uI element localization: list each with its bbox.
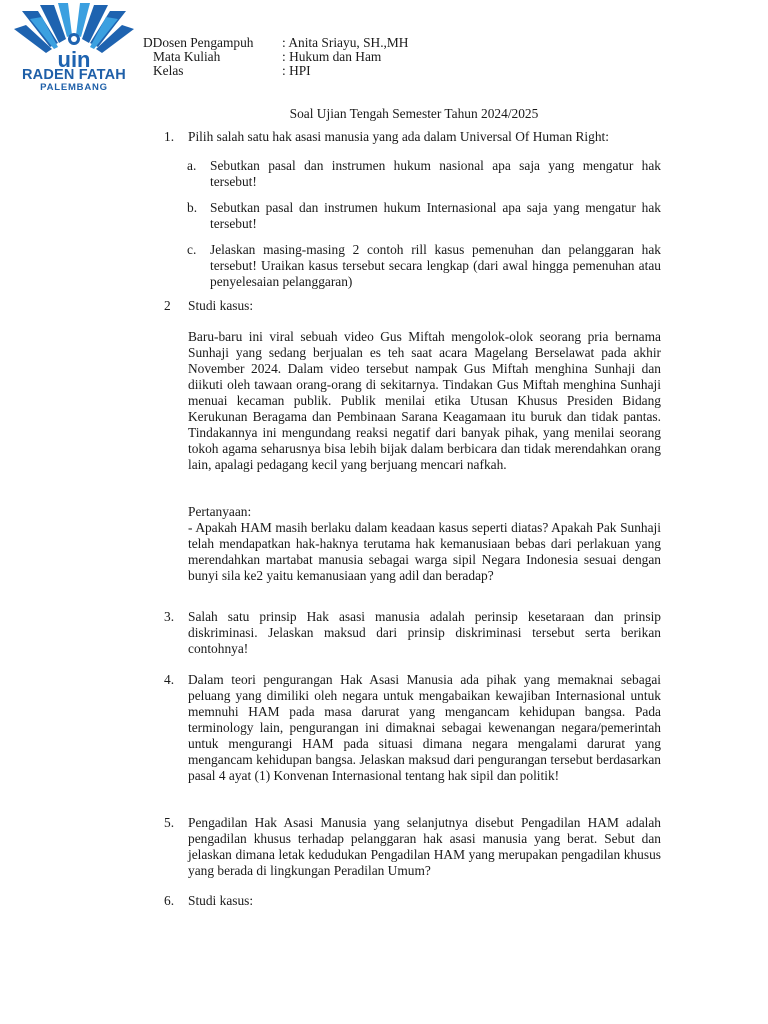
university-logo — [12, 3, 136, 95]
question-2 — [164, 298, 661, 314]
subquestion-label: b. — [187, 200, 198, 215]
subquestion-c — [187, 242, 661, 290]
question-number: 6. — [164, 893, 175, 908]
header-row-course — [143, 50, 408, 64]
uin-emblem-icon — [12, 3, 136, 69]
lecturer-value: : Anita Sriayu, SH.,MH — [282, 35, 409, 50]
question-text: Pengadilan Hak Asasi Manusia yang selanjutnya disebut Pengadilan HAM adalah pengadilan khusus terhadap pelanggaran hak asasi manusia yang berat. Sebut dan jelaskan dimana letak kedudukan Pengadilan HAM yang merupakan pengadilan khusus yang berada di lingkungan Peradilan Umum? — [188, 815, 661, 878]
page-title: Soal Ujian Tengah Semester Tahun 2024/2025 — [289, 106, 539, 121]
subquestion-text: Sebutkan pasal dan instrumen hukum Internasional apa saja yang mengatur hak tersebut! — [210, 200, 661, 231]
question-text: Salah satu prinsip Hak asasi manusia adalah perinsip kesetaraan dan prinsip diskriminasi. Jelaskan maksud dari prinsip diskriminasi tersebut serta berikan contohnya! — [188, 609, 661, 656]
question-5 — [164, 815, 661, 879]
subquestion-text: Sebutkan pasal dan instrumen hukum nasional apa saja yang mengatur hak tersebut! — [210, 158, 661, 189]
case-study-text: Baru-baru ini viral sebuah video Gus Miftah mengolok-olok seorang pria bernama Sunhaji yang sedang berjualan es teh saat acara Magelang Berselawat pada akhir November 2024. Dalam video tersebut nampak Gus Miftah menghina Sunhaji dan diikuti oleh tawaan orang-orang di sekitarnya. Tindakan Gus Miftah menghina Sunhaji menuai kecaman publik. Publik menilai etika Utusan Khusus Presiden Bidang Kerukunan Beragama dan Pembinaan Sarana Keagamaan itu buruk dan tidak pantas. Tindakannya ini mengundang reaksi negatif dari banyak pihak, yang menilai seorang tokoh agama seharusnya bisa lebih bijak dalam berbicara dan tidak merendahkan orang lain, apalagi pedagang kecil yang berjuang mencari nafkah. — [188, 329, 661, 472]
subquestion-a — [187, 158, 661, 190]
question-text: Dalam teori pengurangan Hak Asasi Manusia ada pihak yang memaknai sebagai peluang yang dimiliki oleh negara untuk mengabaikan kewajiban Internasional untuk memnuhi HAM pada masa darurat yang mengancam kehidupan bangsa. Pada terminology lain, pengurangan ini dimaknai sebagai kewenangan negara/pemerintah untuk mengurangi HAM pada situasi dimana negara mengalami darurat yang mengancam kehidupan bangsa. Jelaskan maksud dari pengurangan tersebut berdasarkan pasal 4 ayat (1) Konvenan Internasional tentang hak sipil dan politik! — [188, 672, 661, 783]
logo-line1: RADEN FATAH — [22, 67, 126, 83]
subquestion-b — [187, 200, 661, 232]
subquestion-label: c. — [187, 242, 197, 257]
question-number: 3. — [164, 609, 175, 624]
header-row-lecturer — [143, 36, 408, 50]
question-number: 4. — [164, 672, 175, 687]
logo-line2: PALEMBANG — [40, 82, 108, 93]
emblem-text: uin — [57, 47, 91, 69]
question-label: Pertanyaan: — [188, 504, 252, 519]
question-4 — [164, 672, 661, 784]
header-row-class — [143, 64, 408, 78]
question-text: Studi kasus: — [188, 298, 254, 313]
question-number: 1. — [164, 129, 175, 144]
question-text: Studi kasus: — [188, 893, 254, 908]
question-3 — [164, 609, 661, 657]
question-number: 5. — [164, 815, 175, 830]
class-value: : HPI — [282, 63, 311, 78]
case-question-text: - Apakah HAM masih berlaku dalam keadaan kasus seperti diatas? Apakah Pak Sunhaji telah mendapatkan hak-haknya terutama hak kemanusiaan bebas dari perlakuan yang merendahkan martabat manusia sebagai warga sipil Negara Indonesia sesuai dengan bunyi sila ke2 yaitu kemanusiaan yang adil dan beradap? — [188, 520, 661, 583]
lecturer-label: DDosen Pengampuh — [143, 35, 254, 50]
question-1 — [164, 129, 661, 145]
question-6 — [164, 893, 661, 909]
exam-header — [143, 36, 408, 78]
question-number: 2 — [164, 298, 171, 313]
subquestion-text: Jelaskan masing-masing 2 contoh rill kasus pemenuhan dan pelanggaran hak tersebut! Uraikan kasus tersebut secara lengkap (dari awal hingga pemenuhan atau penyelesaian pelanggaran) — [210, 242, 661, 289]
subquestion-label: a. — [187, 158, 197, 173]
question-text: Pilih salah satu hak asasi manusia yang ada dalam Universal Of Human Right: — [188, 129, 609, 144]
course-label: Mata Kuliah — [153, 49, 221, 64]
course-value: : Hukum dan Ham — [282, 49, 382, 64]
class-label: Kelas — [153, 63, 184, 78]
